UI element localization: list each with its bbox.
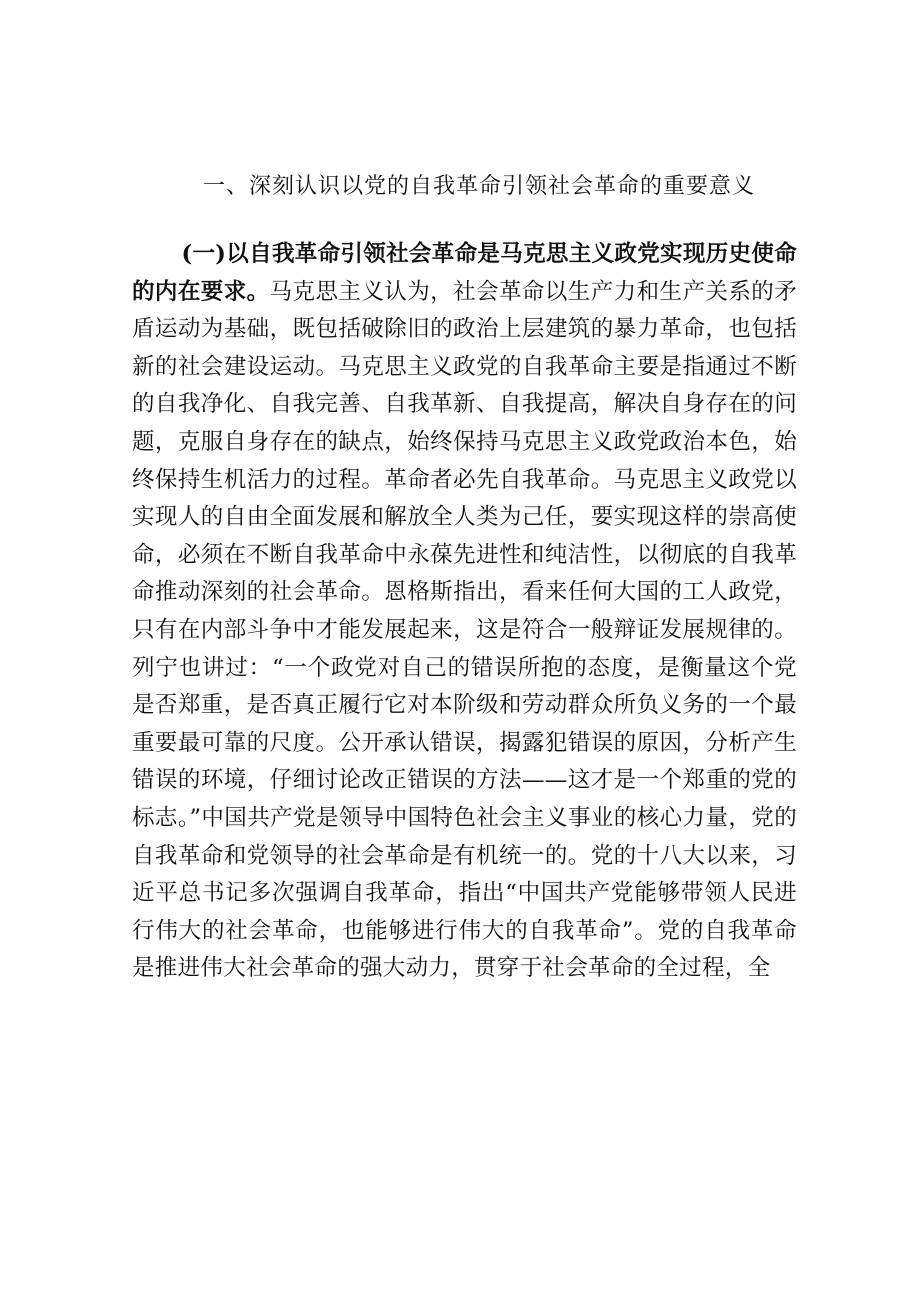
paragraph-body-text: 马克思主义认为，社会革命以生产力和生产关系的矛盾运动为基础，既包括破除旧的政治上层建筑的暴力革命，也包括新的社会建设运动。马克思主义政党的自我革命主要是指通过不断的自我净化、自我完善、自我革新、自我提高，解决自身存在的问题，克服自身存在的缺点，始终保持马克思主义政党政治本色，始终保持生机活力的过程。革命者必先自我革命。马克思主义政党以实现人的自由全面发展和解放全人类为己任，要实现这样的崇高使命，必须在不断自我革命中永葆先进性和纯洁性，以彻底的自我革命推动深刻的社会革命。恩格斯指出，看来任何大国的工人政党，只有在内部斗争中才能发展起来，这是符合一般辩证发展规律的。列宁也讲过：“一个政党对自己的错误所抱的态度，是衡量这个党是否郑重，是否真正履行它对本阶级和劳动群众所负义务的一个最重要最可靠的尺度。公开承认错误，揭露犯错误的原因，分析产生错误的环境，仔细讨论改正错误的方法——这才是一个郑重的党的标志。”中国共产党是领导中国特色社会主义事业的核心力量，党的自我革命和党领导的社会革命是有机统一的。党的十八大以来，习近平总书记多次强调自我革命，指出“中国共产党能够带领人民进行伟大的社会革命，也能够进行伟大的自我革命”。党的自我革命是推进伟大社会革命的强大动力，贯穿于社会革命的全过程，全 [132,278,797,982]
section-heading: 一、深刻认识以党的自我革命引领社会革命的重要意义 [202,174,755,199]
paragraph-lead-sentence: (一)以自我革命引领社会革命是马克思主义政党实现历史使命的内在要求。 [132,241,797,305]
body-paragraph [132,236,797,988]
